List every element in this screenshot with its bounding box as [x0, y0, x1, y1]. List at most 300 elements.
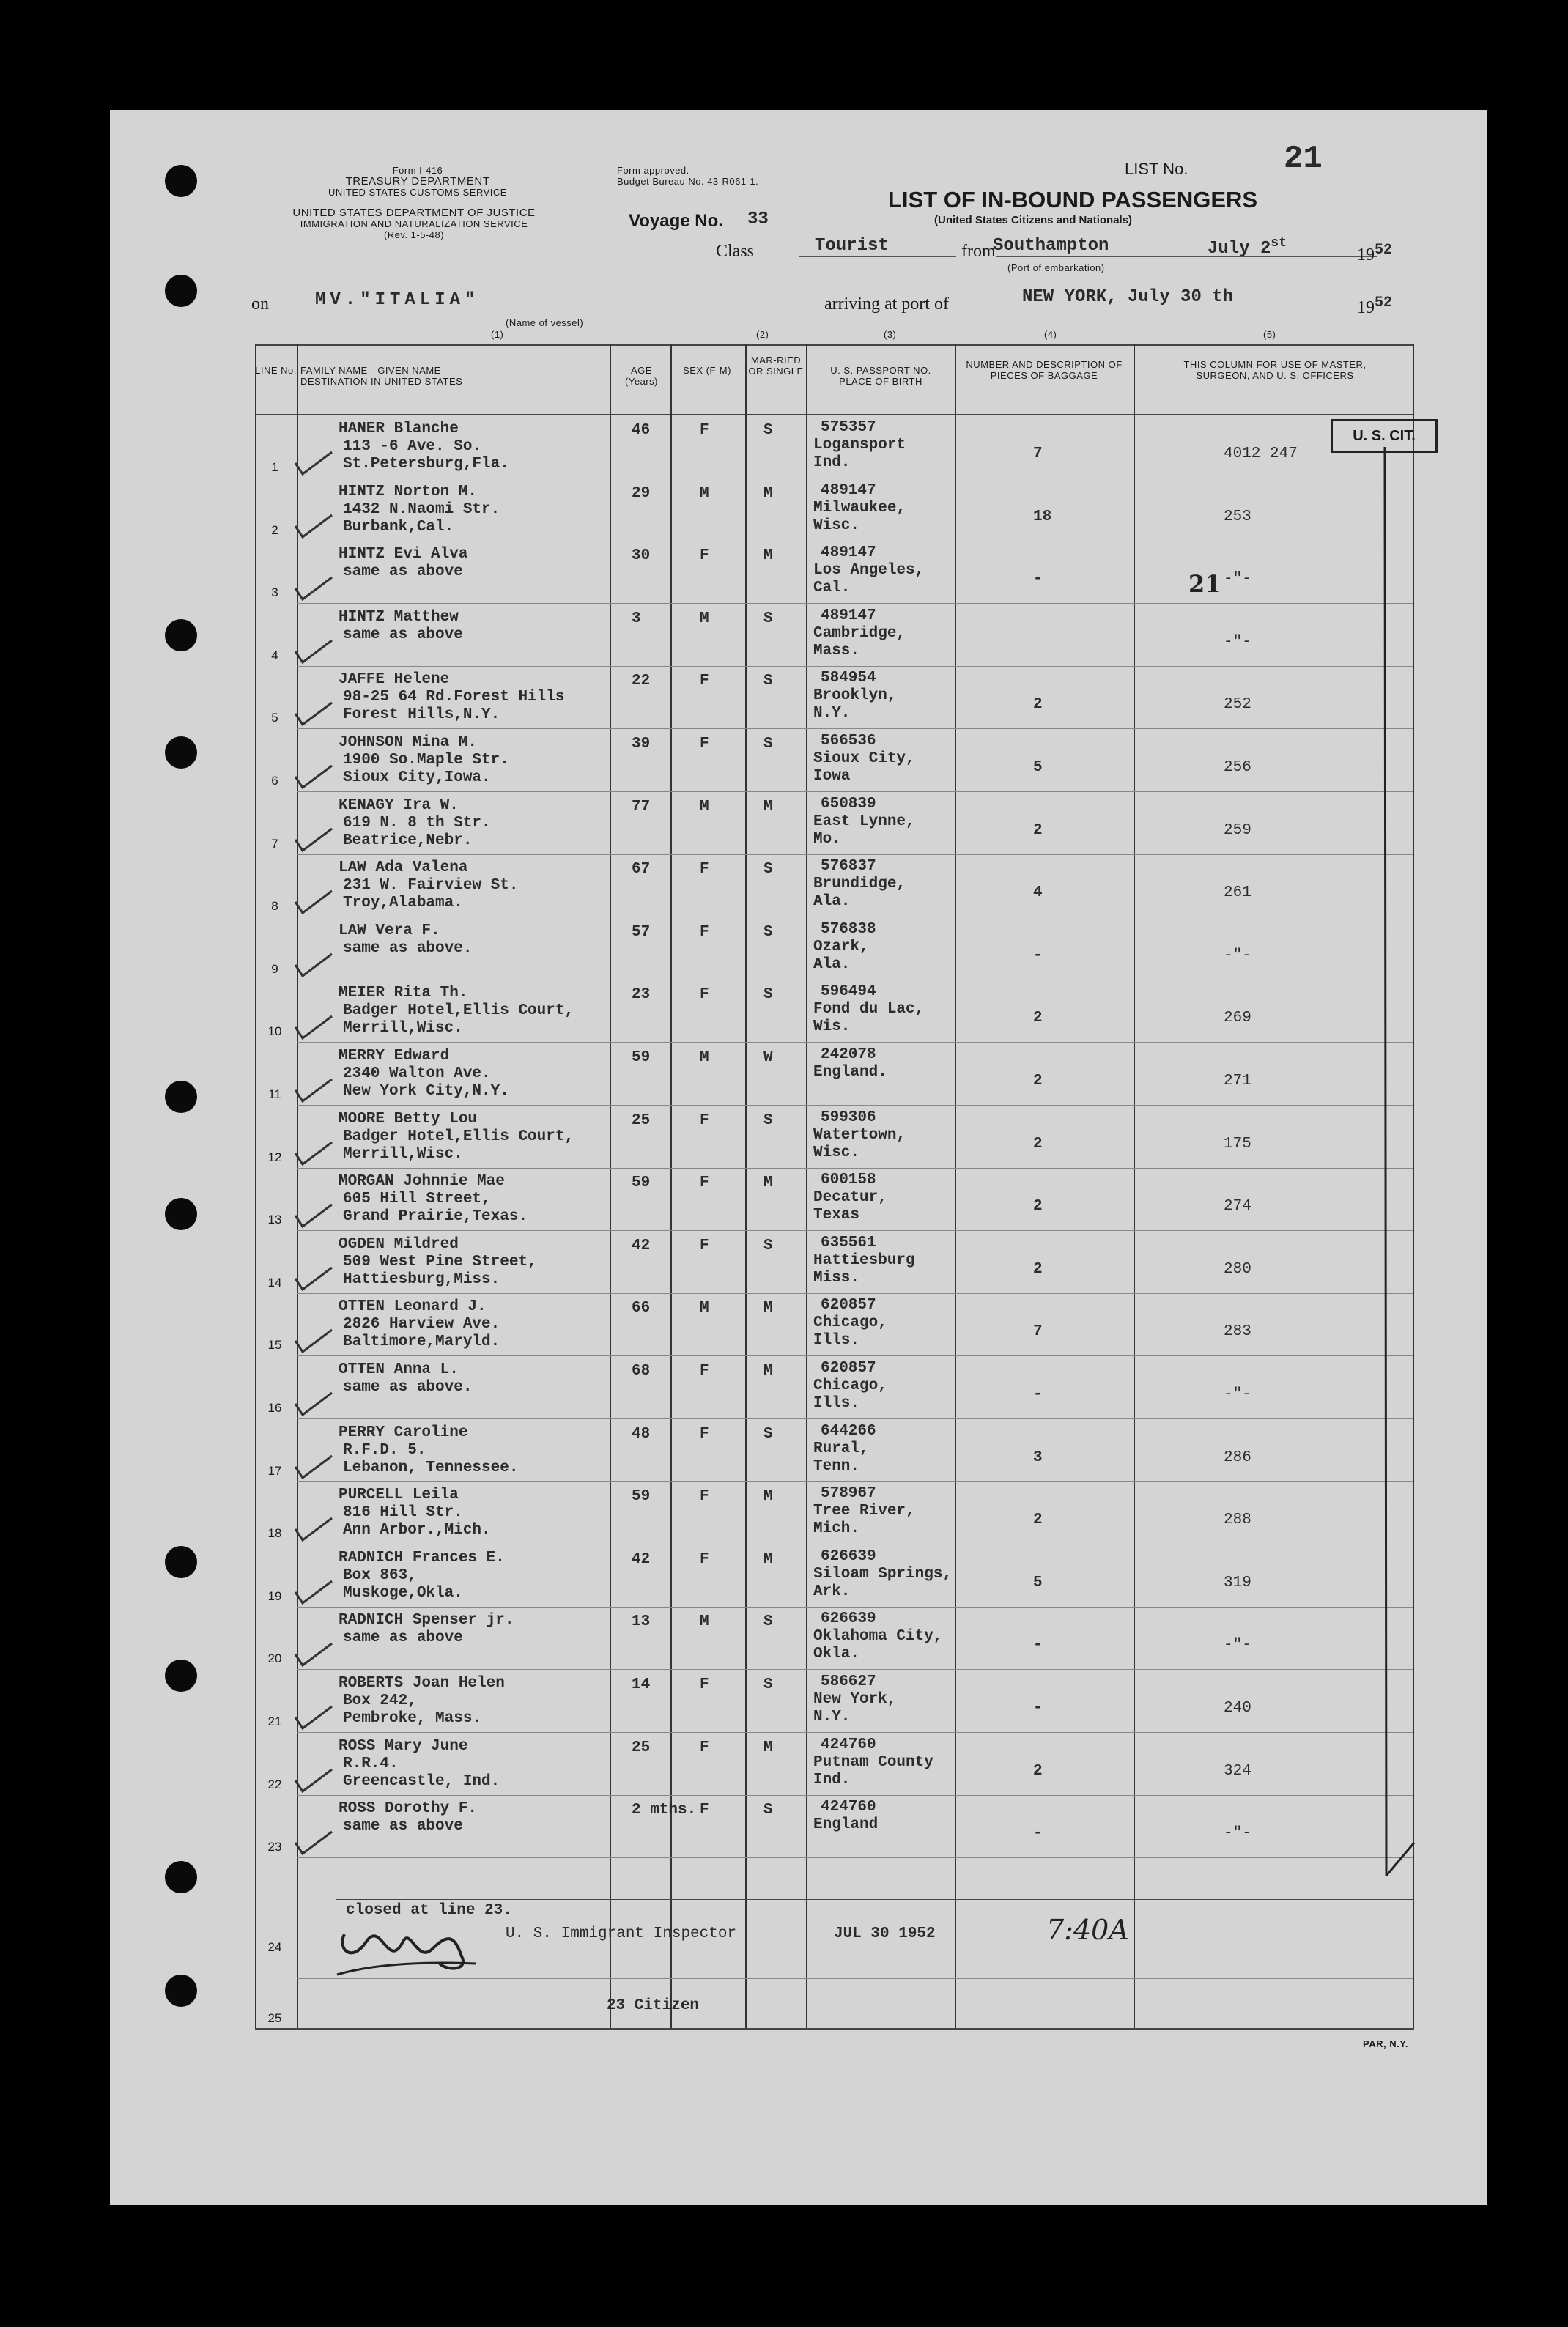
punch-hole	[165, 165, 197, 197]
address-line-1: 605 Hill Street,	[343, 1191, 491, 1207]
address-line-1: same as above	[343, 563, 463, 580]
birthplace-state: Ala.	[813, 956, 851, 973]
baggage-count: 2	[1033, 1010, 1043, 1026]
baggage-count: 2	[1033, 1136, 1043, 1153]
check-mark-icon	[292, 574, 336, 603]
marital-status: M	[763, 485, 773, 502]
check-mark-icon	[292, 1389, 336, 1418]
line-number: 22	[267, 1777, 282, 1791]
officer-code: 271	[1224, 1073, 1251, 1089]
age: 23	[632, 986, 651, 1003]
officer-code: -"-	[1224, 634, 1251, 651]
passenger-name: ROSS Mary June	[339, 1738, 468, 1755]
header-passport: U. S. PASSPORT NO. PLACE OF BIRTH	[830, 365, 931, 387]
address-line-1: 98-25 64 Rd.Forest Hills	[343, 689, 565, 706]
address-line-1: 1432 N.Naomi Str.	[343, 501, 500, 518]
check-mark-icon	[292, 1201, 336, 1230]
passport-number: 644266	[821, 1423, 876, 1440]
row-rule	[297, 1607, 1413, 1608]
sex: M	[700, 485, 709, 502]
birthplace-state: Ills.	[813, 1332, 860, 1349]
officer-code: 252	[1224, 696, 1251, 713]
officer-code: 274	[1224, 1198, 1251, 1215]
header-officers: THIS COLUMN FOR USE OF MASTER, SURGEON, AND U. S. OFFICERS	[1183, 359, 1367, 381]
birthplace: Fond du Lac,	[813, 1001, 925, 1018]
passport-number: 489147	[821, 607, 876, 624]
marital-status: M	[763, 1739, 773, 1756]
officer-code: -"-	[1224, 1637, 1251, 1654]
birthplace: England	[813, 1816, 879, 1833]
col-number-5: (5)	[1263, 329, 1276, 340]
voyage-number: 33	[747, 210, 769, 229]
row-rule	[297, 666, 1413, 667]
header-name: FAMILY NAME—GIVEN NAME DESTINATION IN UNITED STATES	[300, 365, 463, 387]
baggage-count: -	[1033, 1700, 1043, 1717]
birthplace-state: Iowa	[813, 768, 851, 785]
line-number: 4	[271, 648, 278, 662]
line-number: 5	[271, 711, 278, 725]
marital-status: S	[763, 861, 773, 878]
age: 25	[632, 1739, 651, 1756]
col-rule	[1134, 344, 1135, 2030]
line-number: 17	[267, 1464, 282, 1478]
address-line-1: Badger Hotel,Ellis Court,	[343, 1128, 574, 1145]
passenger-name: MERRY Edward	[339, 1048, 450, 1065]
line-number: 21	[267, 1714, 282, 1728]
address-line-1: 113 -6 Ave. So.	[343, 438, 482, 455]
address-line-1: 1900 So.Maple Str.	[343, 752, 509, 769]
age: 46	[632, 422, 651, 439]
birthplace: Brundidge,	[813, 876, 906, 892]
birthplace-state: Wisc.	[813, 1144, 860, 1161]
sex: M	[700, 1613, 709, 1630]
birthplace: Brooklyn,	[813, 687, 897, 704]
form-title: LIST OF IN-BOUND PASSENGERS	[888, 187, 1258, 212]
marital-status: S	[763, 1676, 773, 1693]
table-top-rule	[255, 344, 1414, 346]
passenger-name: HINTZ Norton M.	[339, 484, 478, 500]
list-label: LIST No.	[1125, 160, 1188, 178]
address-line-2: Ann Arbor.,Mich.	[343, 1522, 491, 1539]
passport-number: 584954	[821, 670, 876, 687]
baggage-count: 2	[1033, 1073, 1043, 1089]
address-line-1: same as above.	[343, 1379, 473, 1396]
line-number: 3	[271, 585, 278, 599]
birthplace-state: Wis.	[813, 1018, 851, 1035]
header-line-no: LINE No.	[255, 365, 297, 376]
line-number: 8	[271, 899, 278, 913]
baggage-count: 5	[1033, 1575, 1043, 1591]
sex: F	[700, 736, 709, 752]
check-mark-icon	[292, 1640, 336, 1669]
row-rule	[297, 1230, 1413, 1231]
line-number: 16	[267, 1401, 282, 1415]
address-line-2: Pembroke, Mass.	[343, 1710, 482, 1727]
baggage-count: 3	[1033, 1449, 1043, 1466]
passport-number: 242078	[821, 1046, 876, 1063]
printer-mark: PAR, N.Y.	[1363, 2038, 1409, 2049]
passenger-name: KENAGY Ira W.	[339, 797, 459, 814]
sex: F	[700, 861, 709, 878]
line-number: 14	[267, 1276, 282, 1290]
marital-status: M	[763, 1488, 773, 1505]
line-number: 18	[267, 1526, 282, 1540]
marital-status: S	[763, 986, 773, 1003]
age: 77	[632, 799, 651, 815]
col-number-1: (1)	[491, 329, 504, 340]
officer-code: 261	[1224, 884, 1251, 901]
passenger-name: JOHNSON Mina M.	[339, 734, 478, 751]
birthplace: Oklahoma City,	[813, 1628, 943, 1645]
birthplace-state: Wisc.	[813, 517, 860, 534]
punch-hole	[165, 1861, 197, 1893]
punch-hole	[165, 1975, 197, 2007]
check-mark-icon	[292, 950, 336, 980]
passport-number: 566536	[821, 733, 876, 750]
list-number: 21	[1284, 141, 1323, 177]
sex: M	[700, 610, 709, 627]
address-line-2: Merrill,Wisc.	[343, 1020, 463, 1037]
col-rule	[745, 344, 747, 2030]
birthplace-state: Mo.	[813, 831, 841, 848]
row-rule	[297, 1418, 1413, 1419]
marital-status: S	[763, 736, 773, 752]
sex: F	[700, 1488, 709, 1505]
officer-code: -"-	[1224, 947, 1251, 964]
header-baggage: NUMBER AND DESCRIPTION OF PIECES OF BAGGAGE	[966, 359, 1123, 381]
ins-service: IMMIGRATION AND NATURALIZATION SERVICE	[300, 218, 528, 229]
baggage-count: -	[1033, 1637, 1043, 1654]
punch-hole	[165, 275, 197, 307]
birthplace-state: Okla.	[813, 1646, 860, 1662]
embarkation-port: Southampton	[993, 236, 1109, 256]
closed-at-line: closed at line 23.	[346, 1902, 512, 1919]
sex: F	[700, 1676, 709, 1693]
check-mark-icon	[292, 1326, 336, 1355]
birthplace: Tree River,	[813, 1503, 915, 1520]
col-rule	[610, 344, 611, 2030]
age: 67	[632, 861, 651, 878]
birthplace: Sioux City,	[813, 750, 915, 767]
check-mark-icon	[292, 637, 336, 666]
address-line-1: 619 N. 8 th Str.	[343, 815, 491, 832]
age: 59	[632, 1174, 651, 1191]
birthplace: Los Angeles,	[813, 562, 925, 579]
check-mark-icon	[292, 1703, 336, 1732]
budget-bureau: Budget Bureau No. 43-R061-1.	[617, 176, 759, 187]
inspector-signature	[330, 1920, 506, 1986]
birthplace-state: Mass.	[813, 643, 860, 659]
sex: F	[700, 986, 709, 1003]
birthplace-state: Ark.	[813, 1583, 851, 1600]
address-line-1: R.R.4.	[343, 1756, 399, 1772]
table-header-rule	[255, 414, 1414, 415]
address-line-1: R.F.D. 5.	[343, 1442, 426, 1459]
sex: F	[700, 1174, 709, 1191]
officer-code: 175	[1224, 1136, 1251, 1153]
vessel-name: MV."ITALIA"	[315, 290, 480, 310]
col-rule	[670, 344, 672, 2030]
birthplace: Hattiesburg	[813, 1252, 915, 1269]
birthplace: Ozark,	[813, 939, 869, 955]
passport-number: 635561	[821, 1235, 876, 1251]
row-rule	[297, 1105, 1413, 1106]
age: 42	[632, 1551, 651, 1568]
line-number: 15	[267, 1338, 282, 1352]
arrival-year: $19^{52}$	[1357, 295, 1393, 317]
from-underline	[996, 256, 1377, 257]
from-label: from	[961, 242, 996, 261]
sex: F	[700, 924, 709, 941]
age: 39	[632, 736, 651, 752]
row-rule	[297, 1669, 1413, 1670]
check-mark-icon	[292, 1013, 336, 1042]
check-mark-icon	[292, 1139, 336, 1168]
age: 3	[632, 610, 641, 627]
officer-code: 288	[1224, 1512, 1251, 1528]
check-mark-icon	[292, 1514, 336, 1544]
check-mark-icon	[292, 1076, 336, 1105]
birthplace: New York,	[813, 1691, 897, 1708]
baggage-count: -	[1033, 571, 1043, 588]
form-number: Form I-416	[392, 165, 443, 176]
punch-hole	[165, 1081, 197, 1113]
age: 13	[632, 1613, 651, 1630]
line-number: 2	[271, 523, 278, 537]
check-mark-icon	[292, 825, 336, 854]
marital-status: M	[763, 547, 773, 564]
sex: F	[700, 1363, 709, 1380]
line-number: 20	[267, 1651, 282, 1665]
handwritten-21: 21	[1188, 570, 1221, 598]
sex: M	[700, 1049, 709, 1066]
citizen-total: 23 Citizen	[607, 1997, 700, 2014]
sex: F	[700, 422, 709, 439]
row-rule	[297, 1481, 1413, 1482]
officer-code: 4012 247	[1224, 445, 1298, 462]
marital-status: S	[763, 924, 773, 941]
header-age: AGE (Years)	[625, 365, 658, 387]
sex: F	[700, 1739, 709, 1756]
punch-hole	[165, 1198, 197, 1230]
address-line-2: Hattiesburg,Miss.	[343, 1271, 500, 1288]
officer-code: -"-	[1224, 1825, 1251, 1842]
birthplace: Cambridge,	[813, 625, 906, 642]
officer-code: -"-	[1224, 1386, 1251, 1403]
check-mark-icon	[292, 1828, 336, 1857]
birthplace-state: Ills.	[813, 1395, 860, 1412]
class-underline	[799, 256, 956, 257]
marital-status: S	[763, 1802, 773, 1819]
marital-status: M	[763, 1363, 773, 1380]
line-number: 11	[268, 1087, 281, 1101]
marital-status: M	[763, 1551, 773, 1568]
vertical-check-line	[1377, 447, 1421, 1905]
approval-block	[617, 165, 758, 187]
row-rule	[297, 1857, 1413, 1858]
passenger-name: RADNICH Frances E.	[339, 1550, 505, 1566]
form-agency-block	[322, 165, 513, 198]
officer-code: 280	[1224, 1261, 1251, 1278]
birthplace-state: N.Y.	[813, 705, 851, 722]
col-number-2: (2)	[756, 329, 769, 340]
sex: F	[700, 1426, 709, 1443]
line-number: 10	[267, 1024, 282, 1038]
age: 59	[632, 1049, 651, 1066]
marital-status: S	[763, 1238, 773, 1254]
address-line-2: Lebanon, Tennessee.	[343, 1460, 519, 1476]
age: 14	[632, 1676, 651, 1693]
row-rule	[297, 603, 1413, 604]
line-number: 13	[267, 1213, 282, 1227]
check-mark-icon	[292, 887, 336, 917]
birthplace: Watertown,	[813, 1127, 906, 1144]
address-line-1: Box 863,	[343, 1567, 417, 1584]
birthplace-state: Ind.	[813, 1772, 851, 1788]
address-line-1: same as above	[343, 1629, 463, 1646]
address-line-1: same as above.	[343, 940, 473, 957]
birthplace-state: Miss.	[813, 1270, 860, 1287]
check-mark-icon	[292, 511, 336, 541]
row-rule	[297, 791, 1413, 792]
form-revision: (Rev. 1-5-48)	[383, 229, 445, 240]
passport-number: 586627	[821, 1673, 876, 1690]
passenger-name: PERRY Caroline	[339, 1424, 468, 1441]
passenger-name: HINTZ Evi Alva	[339, 546, 468, 563]
col-number-3: (3)	[884, 329, 897, 340]
birthplace: Rural,	[813, 1440, 869, 1457]
address-line-1: Box 242,	[343, 1692, 417, 1709]
check-mark-icon	[292, 1577, 336, 1607]
baggage-count: 2	[1033, 822, 1043, 839]
handwritten-time: 7:40A	[1046, 1914, 1129, 1946]
address-line-1: Badger Hotel,Ellis Court,	[343, 1002, 574, 1019]
birthplace: Milwaukee,	[813, 500, 906, 517]
punch-hole	[165, 1660, 197, 1692]
passport-number: 576838	[821, 921, 876, 938]
address-line-1: same as above	[343, 1818, 463, 1835]
row-rule	[297, 728, 1413, 729]
passenger-name: OTTEN Anna L.	[339, 1361, 459, 1378]
birthplace: East Lynne,	[813, 813, 915, 830]
sex: M	[700, 799, 709, 815]
line-number: 19	[267, 1589, 282, 1603]
age: 68	[632, 1363, 651, 1380]
baggage-count: -	[1033, 1386, 1043, 1403]
class-value: Tourist	[815, 236, 889, 256]
sex: F	[700, 1238, 709, 1254]
line-number-24: 24	[267, 1940, 282, 1954]
passport-number: 620857	[821, 1297, 876, 1314]
address-line-2: Forest Hills,N.Y.	[343, 706, 500, 723]
marital-status: S	[763, 1112, 773, 1129]
form-subtitle: (United States Citizens and Nationals)	[934, 214, 1133, 226]
passport-number: 626639	[821, 1548, 876, 1565]
officer-code: 240	[1224, 1700, 1251, 1717]
line-number: 9	[271, 962, 278, 976]
address-line-2: Greencastle, Ind.	[343, 1773, 500, 1790]
officer-code: 283	[1224, 1323, 1251, 1340]
table-bottom-rule	[255, 2028, 1414, 2030]
check-mark-icon	[292, 762, 336, 791]
address-line-2: Beatrice,Nebr.	[343, 832, 473, 849]
row-rule	[297, 854, 1413, 855]
birthplace: Siloam Springs,	[813, 1566, 953, 1583]
birthplace-state: Mich.	[813, 1520, 860, 1537]
check-mark-icon	[292, 1452, 336, 1481]
passenger-name: JAFFE Helene	[339, 671, 450, 688]
age: 30	[632, 547, 651, 564]
header-sex: SEX (F-M)	[683, 365, 731, 376]
passport-number: 599306	[821, 1109, 876, 1126]
row-rule	[297, 1042, 1413, 1043]
passenger-name: OTTEN Leonard J.	[339, 1298, 487, 1315]
age: 2 mths.	[632, 1802, 697, 1819]
on-label: on	[251, 295, 269, 314]
passenger-name: OGDEN Mildred	[339, 1236, 459, 1253]
class-label: Class	[716, 242, 755, 261]
row-rule	[297, 1355, 1413, 1356]
col-number-4: (4)	[1044, 329, 1057, 340]
officer-code: 319	[1224, 1575, 1251, 1591]
age: 57	[632, 924, 651, 941]
officer-code: 269	[1224, 1010, 1251, 1026]
line-number-25: 25	[267, 2011, 282, 2025]
baggage-count: -	[1033, 947, 1043, 964]
marital-status: S	[763, 673, 773, 689]
baggage-count: 4	[1033, 884, 1043, 901]
officer-code: 324	[1224, 1763, 1251, 1780]
inspection-date-stamp: JUL 30 1952	[834, 1925, 936, 1942]
passport-number: 600158	[821, 1172, 876, 1188]
row-rule	[297, 1293, 1413, 1294]
baggage-count: -	[1033, 1825, 1043, 1842]
punch-hole	[165, 619, 197, 651]
form-approved: Form approved.	[617, 165, 689, 176]
age: 66	[632, 1300, 651, 1317]
address-line-2: St.Petersburg,Fla.	[343, 456, 509, 473]
address-line-2: Baltimore,Maryld.	[343, 1333, 500, 1350]
arriving-label: arriving at port of	[824, 295, 949, 314]
marital-status: M	[763, 799, 773, 815]
col-rule	[255, 344, 256, 2030]
passenger-name: RADNICH Spenser jr.	[339, 1612, 514, 1629]
age: 59	[632, 1488, 651, 1505]
passenger-name: MORGAN Johnnie Mae	[339, 1173, 505, 1190]
justice-block	[242, 207, 586, 240]
age: 22	[632, 673, 651, 689]
passport-number: 424760	[821, 1799, 876, 1816]
birthplace: Chicago,	[813, 1314, 887, 1331]
embark-year: $19^{52}$	[1357, 242, 1393, 264]
col-rule	[806, 344, 807, 2030]
passport-number: 626639	[821, 1610, 876, 1627]
marital-status: M	[763, 1174, 773, 1191]
customs-service: UNITED STATES CUSTOMS SERVICE	[328, 187, 507, 198]
col-rule	[955, 344, 956, 2030]
age: 25	[632, 1112, 651, 1129]
line-number: 1	[271, 460, 278, 474]
passenger-name: MEIER Rita Th.	[339, 985, 468, 1002]
passenger-name: PURCELL Leila	[339, 1487, 459, 1503]
marital-status: S	[763, 422, 773, 439]
address-line-1: 509 West Pine Street,	[343, 1254, 537, 1270]
passport-number: 576837	[821, 858, 876, 875]
sex: F	[700, 673, 709, 689]
passport-number: 489147	[821, 544, 876, 561]
line-number: 7	[271, 837, 278, 851]
check-mark-icon	[292, 448, 336, 478]
